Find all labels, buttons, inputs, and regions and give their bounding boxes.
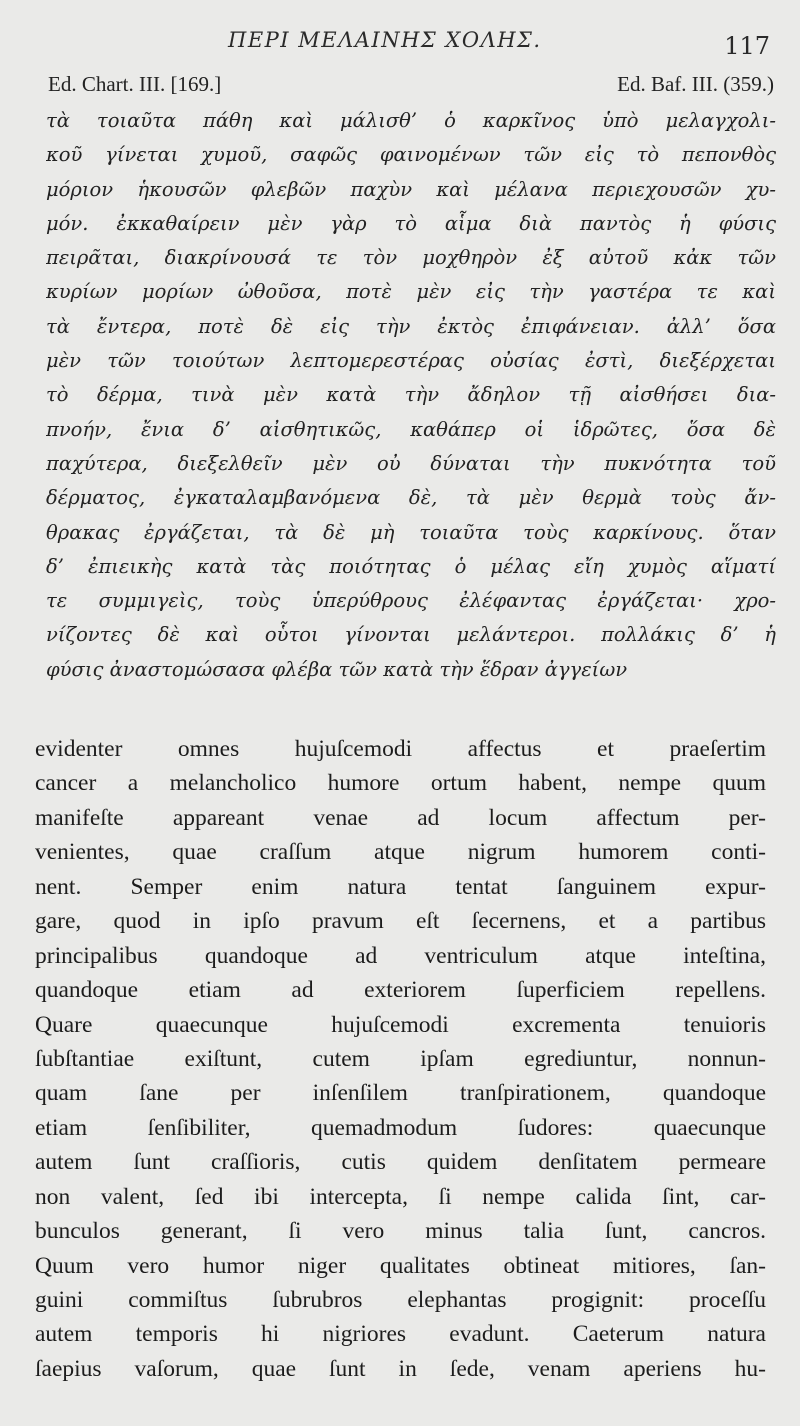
- greek-text-line: νίζοντες δὲ καὶ οὗτοι γίνονται μελάντεροι. πολλάκις δ’ ἡ: [46, 623, 776, 647]
- latin-text-line: ſaepius vaſorum, quae ſunt in ſede, venam aperiens hu-: [35, 1355, 766, 1382]
- greek-text-line: θρακας ἐργάζεται, τὰ δὲ μὴ τοιαῦτα τοὺς καρκίνους. ὅταν: [46, 520, 776, 544]
- greek-text-line: μόν. ἐκκαθαίρειν μὲν γὰρ τὸ αἷμα διὰ παντὸς ἡ φύσις: [46, 211, 776, 235]
- greek-text-line: παχύτερα, διεξελθεῖν μὲν οὐ δύναται τὴν πυκνότητα τοῦ: [46, 451, 776, 475]
- latin-text-line: principalibus quandoque ad ventriculum atque inteſtina,: [35, 942, 766, 969]
- greek-text-line: μὲν τῶν τοιούτων λεπτομερεστέρας οὐσίας ἐστὶ, διεξέρχεται: [46, 349, 776, 373]
- latin-text-line: etiam ſenſibiliter, quemadmodum ſudores: quaecunque: [35, 1114, 766, 1141]
- latin-text-line: manifeſte appareant venae ad locum affectum per-: [35, 804, 766, 831]
- latin-text-line: ſubſtantiae exiſtunt, cutem ipſam egrediuntur, nonnun-: [35, 1045, 766, 1072]
- latin-text-line: Quum vero humor niger qualitates obtineat mitiores, ſan-: [35, 1252, 766, 1279]
- edition-reference-line: [48, 72, 774, 104]
- latin-text-line: gare, quod in ipſo pravum eſt ſecernens, et a partibus: [35, 908, 766, 935]
- latin-text-line: venientes, quae craſſum atque nigrum humorem conti-: [35, 839, 766, 866]
- edition-reference-basel: Ed. Baf. III. (359.): [617, 72, 774, 96]
- greek-text-line: φύσις ἀναστομώσασα φλέβα τῶν κατὰ τὴν ἕδραν ἀγγείων: [46, 657, 628, 681]
- greek-text-line: κυρίων μορίων ὠθοῦσα, ποτὲ μὲν εἰς τὴν γαστέρα τε καὶ: [46, 280, 776, 304]
- latin-text-line: autem temporis hi nigriores evadunt. Caeterum natura: [35, 1321, 766, 1348]
- greek-text-line: τὸ δέρμα, τινὰ μὲν κατὰ τὴν ἄδηλον τῇ αἰσθήσει δια-: [46, 383, 776, 407]
- latin-text-line: non valent, ſed ibi intercepta, ſi nempe calida ſint, car-: [35, 1183, 766, 1210]
- latin-text-line: quam ſane per inſenſilem tranſpirationem, quandoque: [35, 1080, 766, 1107]
- greek-text-line: τε συμμιγεὶς, τοὺς ὑπερύθρους ἐλέφαντας ἐργάζεται· χρο-: [46, 589, 776, 613]
- greek-text-line: πειρᾶται, διακρίνουσά τε τὸν μοχθηρὸν ἐξ αὐτοῦ κἀκ τῶν: [46, 246, 776, 270]
- edition-reference-chartier: Ed. Chart. III. [169.]: [48, 72, 222, 96]
- greek-text-line: πνοήν, ἔνια δ’ αἰσθητικῶς, καθάπερ οἱ ἱδρῶτες, ὅσα δὲ: [46, 417, 776, 441]
- latin-text-line: cancer a melancholico humore ortum habent, nempe quum: [35, 770, 766, 797]
- page-number: 117: [724, 32, 770, 60]
- latin-text-line: Quare quaecunque hujuſcemodi excrementa tenuioris: [35, 1011, 766, 1038]
- latin-text-line: evidenter omnes hujuſcemodi affectus et praeſertim: [35, 736, 766, 762]
- greek-text-line: τὰ τοιαῦτα πάθη καὶ μάλισθ’ ὁ καρκῖνος ὑπὸ μελαγχολι-: [46, 109, 776, 132]
- greek-text-block: [46, 104, 776, 687]
- greek-text-line: δ’ ἐπιεικὴς κατὰ τὰς ποιότητας ὁ μέλας εἴη χυμὸς αἵματί: [46, 554, 776, 578]
- latin-text-line: autem ſunt craſſioris, cutis quidem denſitatem permeare: [35, 1149, 766, 1176]
- page-title: ΠΕΡΙ ΜΕΛΑΙΝΗΣ ΧΟΛΗΣ.: [228, 28, 542, 52]
- greek-text-line: κοῦ γίνεται χυμοῦ, σαφῶς φαινομένων τῶν εἰς τὸ πεπονθὸς: [46, 143, 776, 167]
- greek-text-line: τὰ ἔντερα, ποτὲ δὲ εἰς τὴν ἐκτὸς ἐπιφάνειαν. ἀλλ’ ὅσα: [46, 314, 776, 338]
- latin-text-line: bunculos generant, ſi vero minus talia ſunt, cancros.: [35, 1218, 766, 1245]
- running-head: [0, 28, 800, 64]
- latin-text-line: guini commiſtus ſubrubros elephantas progignit: proceſſu: [35, 1287, 766, 1313]
- latin-text-line: nent. Semper enim natura tentat ſanguinem expur-: [35, 873, 766, 900]
- greek-text-line: μόριον ἡκουσῶν φλεβῶν παχὺν καὶ μέλανα περιεχουσῶν χυ-: [46, 177, 776, 201]
- greek-text-line: δέρματος, ἐγκαταλαμβανόμενα δὲ, τὰ μὲν θερμὰ τοὺς ἄν-: [46, 486, 776, 510]
- latin-text-line: quandoque etiam ad exteriorem ſuperficiem repellens.: [35, 977, 766, 1004]
- latin-text-block: [35, 732, 766, 1386]
